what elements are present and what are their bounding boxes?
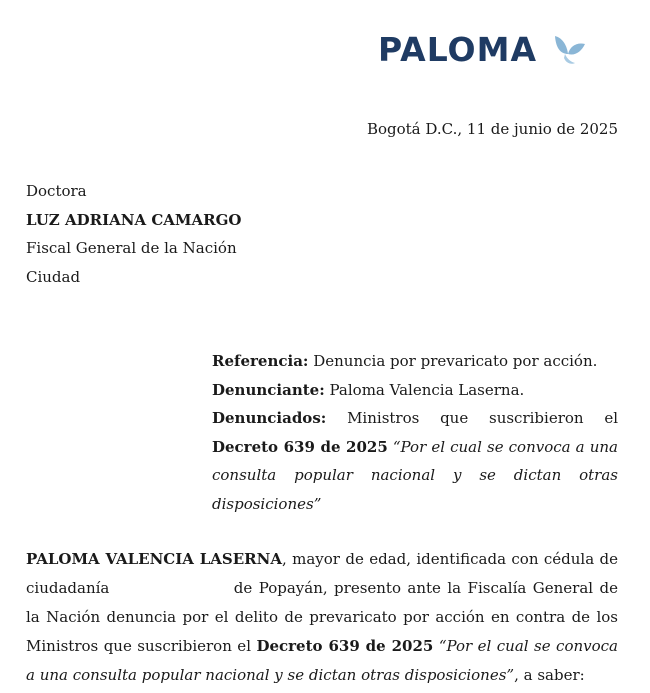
body-paragraph (26, 545, 618, 690)
accused-decree-title: “Por el cual se convoca a una consulta popular nacional y se dictan otras disposiciones” (212, 437, 618, 513)
complainant-label: Denunciante: (212, 380, 325, 399)
reference-block (212, 347, 618, 518)
body-text-2: de Popayán, presento ante la Fiscalía General de la Nación denuncia por el delito de prevaricato por acción en contra de los Ministros que suscribieron el (26, 579, 618, 655)
reference-line (212, 347, 618, 376)
recipient-city: Ciudad (26, 267, 81, 286)
accused-label: Denunciados: (212, 409, 327, 427)
body-text-1: , mayor de edad, identificada con cédula de ciudadanía (26, 550, 618, 597)
accused-decree: Decreto 639 de 2025 (212, 437, 388, 456)
recipient-block (26, 177, 241, 291)
logo-text: PALOMA (378, 30, 537, 69)
reference-value: Denuncia por prevaricato por acción. (313, 352, 598, 370)
recipient-name: LUZ ADRIANA CAMARGO (26, 210, 242, 229)
bird-wings-icon (549, 32, 589, 68)
body-text-3: , a saber: (514, 666, 585, 684)
recipient-position: Fiscal General de la Nación (26, 239, 237, 257)
recipient-title: Doctora (26, 182, 87, 200)
complainant-line (212, 376, 618, 405)
accused-text: Ministros que suscribieron el (347, 409, 618, 427)
reference-label: Referencia: (212, 352, 309, 370)
logo (378, 30, 589, 69)
body-decree-title: “Por el cual se convoca a una consulta popular nacional y se dictan otras disposiciones” (26, 637, 619, 684)
body-name: PALOMA VALENCIA LASERNA (26, 550, 282, 568)
letter-date: Bogotá D.C., 11 de junio de 2025 (366, 120, 618, 138)
body-decree: Decreto 639 de 2025 (256, 637, 434, 655)
accused-line (212, 404, 618, 518)
complainant-value: Paloma Valencia Laserna. (329, 380, 525, 399)
